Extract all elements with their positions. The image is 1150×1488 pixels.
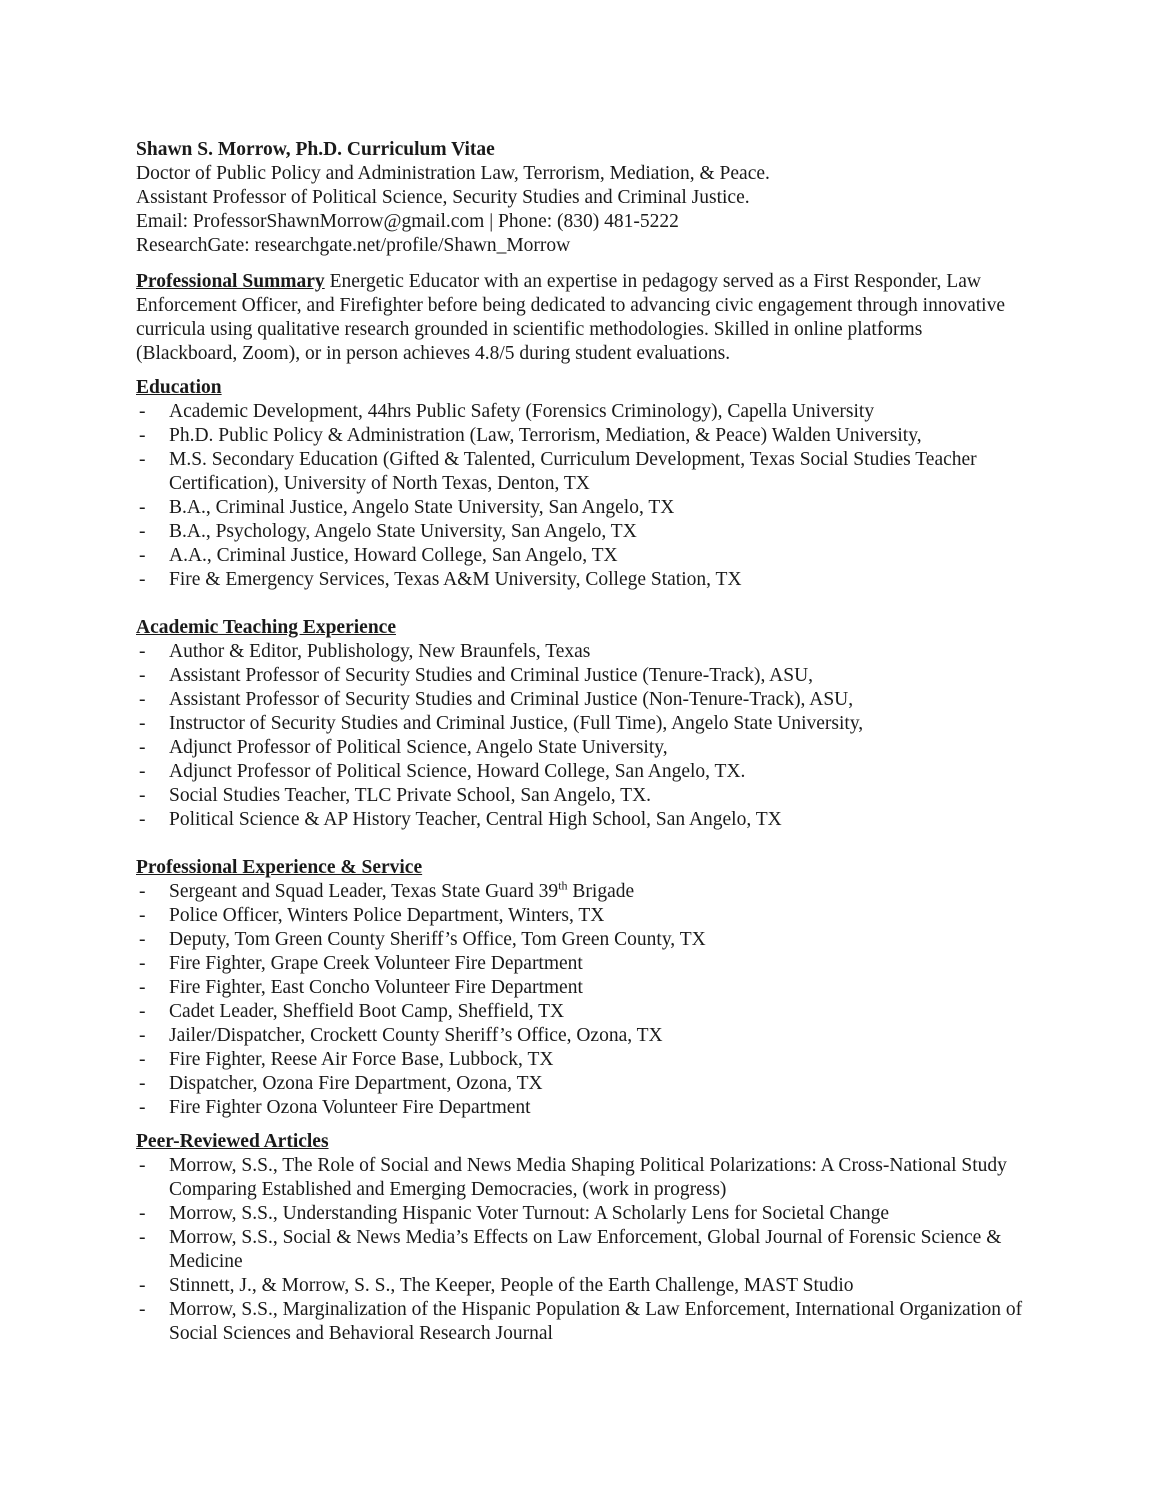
ordinal-suffix: th <box>558 878 568 893</box>
list-item: - Morrow, S.S., Marginalization of the Hispanic Population & Law Enforcement, International Organization of Social Sciences and Behavioral Research Journal <box>136 1298 1026 1346</box>
list-item: - Assistant Professor of Security Studies and Criminal Justice (Non-Tenure-Track), ASU, <box>136 688 1026 712</box>
list-item: - Fire Fighter, Grape Creek Volunteer Fire Department <box>136 952 1026 976</box>
degree-line: Doctor of Public Policy and Administration Law, Terrorism, Mediation, & Peace. <box>136 163 770 184</box>
researchgate-line: ResearchGate: researchgate.net/profile/Shawn_Morrow <box>136 235 571 256</box>
list-item: - Instructor of Security Studies and Criminal Justice, (Full Time), Angelo State University, <box>136 712 1026 736</box>
education-heading: Education <box>136 377 222 398</box>
list-item-tail: Brigade <box>567 881 635 902</box>
articles-section <box>136 1130 1026 1346</box>
list-item: - Adjunct Professor of Political Science, Howard College, San Angelo, TX. <box>136 760 1026 784</box>
list-item: - Fire Fighter Ozona Volunteer Fire Department <box>136 1096 1026 1120</box>
professional-summary <box>136 270 1026 366</box>
education-section <box>136 376 1026 592</box>
list-item: - Author & Editor, Publishology, New Braunfels, Texas <box>136 640 1026 664</box>
list-item: - Morrow, S.S., Understanding Hispanic Voter Turnout: A Scholarly Lens for Societal Change <box>136 1202 1026 1226</box>
professional-section <box>136 856 1026 1120</box>
list-item: - Morrow, S.S., The Role of Social and News Media Shaping Political Polarizations: A Cross-National Study Comparing Established and Emerging Democracies, (work in progress) <box>136 1154 1026 1202</box>
list-item: - Dispatcher, Ozona Fire Department, Ozona, TX <box>136 1072 1026 1096</box>
cv-page <box>136 138 1026 1346</box>
list-item: - Morrow, S.S., Social & News Media’s Effects on Law Enforcement, Global Journal of Forensic Science & Medicine <box>136 1226 1026 1274</box>
list-item: - Fire & Emergency Services, Texas A&M University, College Station, TX <box>136 568 1026 592</box>
list-item: - Jailer/Dispatcher, Crockett County Sheriff’s Office, Ozona, TX <box>136 1024 1026 1048</box>
cv-title: Shawn S. Morrow, Ph.D. Curriculum Vitae <box>136 139 495 160</box>
summary-text: Energetic Educator with an expertise in pedagogy served as a First Responder, Law Enforcement Officer, and Firefighter before being dedicated to advancing civic engagement through innovative curricula using qualitative research grounded in scientific methodologies. Skilled in online platforms (Blackboard, Zoom), or in person achieves 4.8/5 during student evaluations. <box>136 271 1005 364</box>
list-item: - Political Science & AP History Teacher, Central High School, San Angelo, TX <box>136 808 1026 832</box>
list-item: - Police Officer, Winters Police Department, Winters, TX <box>136 904 1026 928</box>
list-item: - B.A., Psychology, Angelo State University, San Angelo, TX <box>136 520 1026 544</box>
summary-heading: Professional Summary <box>136 271 325 292</box>
list-item: - A.A., Criminal Justice, Howard College, San Angelo, TX <box>136 544 1026 568</box>
professional-heading: Professional Experience & Service <box>136 857 423 878</box>
list-item: - Ph.D. Public Policy & Administration (Law, Terrorism, Mediation, & Peace) Walden University, <box>136 424 1026 448</box>
professional-list <box>136 880 1026 1120</box>
articles-list <box>136 1154 1026 1346</box>
list-item: - Social Studies Teacher, TLC Private School, San Angelo, TX. <box>136 784 1026 808</box>
list-item: - Assistant Professor of Security Studies and Criminal Justice (Tenure-Track), ASU, <box>136 664 1026 688</box>
articles-heading: Peer-Reviewed Articles <box>136 1131 329 1152</box>
teaching-section <box>136 616 1026 832</box>
list-item-text: Sergeant and Squad Leader, Texas State Guard 39 <box>169 881 559 902</box>
list-item: - Academic Development, 44hrs Public Safety (Forensics Criminology), Capella University <box>136 400 1026 424</box>
cv-header <box>136 138 1026 258</box>
list-item: - Fire Fighter, Reese Air Force Base, Lubbock, TX <box>136 1048 1026 1072</box>
list-item: - Cadet Leader, Sheffield Boot Camp, Sheffield, TX <box>136 1000 1026 1024</box>
education-list <box>136 400 1026 592</box>
contact-line: Email: ProfessorShawnMorrow@gmail.com | Phone: (830) 481-5222 <box>136 211 679 232</box>
list-item: - B.A., Criminal Justice, Angelo State University, San Angelo, TX <box>136 496 1026 520</box>
list-item: - Fire Fighter, East Concho Volunteer Fire Department <box>136 976 1026 1000</box>
list-item: - Deputy, Tom Green County Sheriff’s Office, Tom Green County, TX <box>136 928 1026 952</box>
teaching-list <box>136 640 1026 832</box>
position-line: Assistant Professor of Political Science, Security Studies and Criminal Justice. <box>136 187 750 208</box>
list-item <box>136 880 1026 904</box>
teaching-heading: Academic Teaching Experience <box>136 617 396 638</box>
list-item: - Stinnett, J., & Morrow, S. S., The Keeper, People of the Earth Challenge, MAST Studio <box>136 1274 1026 1298</box>
list-item: - Adjunct Professor of Political Science, Angelo State University, <box>136 736 1026 760</box>
list-item: - M.S. Secondary Education (Gifted & Talented, Curriculum Development, Texas Social Studies Teacher Certification), University of North Texas, Denton, TX <box>136 448 1026 496</box>
